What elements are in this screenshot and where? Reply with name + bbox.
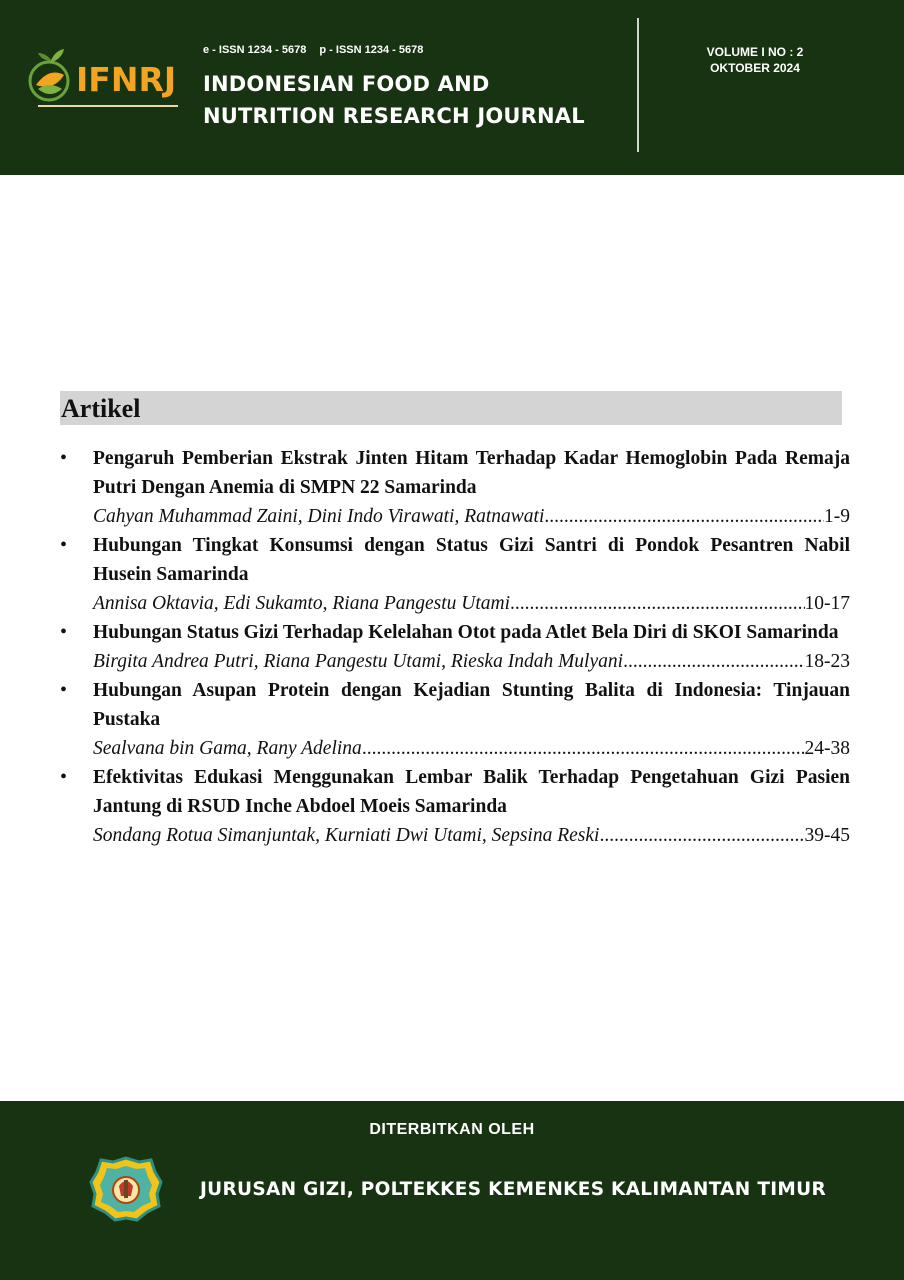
volume-number: VOLUME I NO : 2 xyxy=(706,45,804,59)
article-authors-line xyxy=(93,734,850,763)
article-list xyxy=(60,444,850,850)
publisher-footer xyxy=(0,1101,904,1280)
article-title[interactable]: Pengaruh Pemberian Ekstrak Jinten Hitam Terhadap Kadar Hemoglobin Pada Remaja Putri Dengan Anemia di SMPN 22 Samarinda xyxy=(93,448,850,498)
journal-header xyxy=(0,0,904,175)
logo-underline xyxy=(38,105,178,107)
volume-info xyxy=(660,44,850,76)
issn-line xyxy=(203,44,433,56)
bullet-icon: • xyxy=(60,534,68,556)
logo-wordmark: IFNRJ xyxy=(76,60,177,99)
journal-logo xyxy=(28,45,188,115)
ifnrj-leaf-logo-icon xyxy=(28,45,78,107)
dot-leader xyxy=(544,502,824,531)
bullet-icon: • xyxy=(60,766,68,788)
p-issn: p - ISSN 1234 - 5678 xyxy=(319,44,424,56)
issue-date: OKTOBER 2024 xyxy=(710,61,800,75)
published-by-label: DITERBITKAN OLEH xyxy=(369,1121,535,1138)
article-item[interactable] xyxy=(60,618,850,676)
article-authors: Sealvana bin Gama, Rany Adelina xyxy=(93,738,362,759)
article-authors-line xyxy=(93,502,850,531)
article-authors-line xyxy=(93,647,850,676)
article-title[interactable]: Hubungan Status Gizi Terhadap Kelelahan Otot pada Atlet Bela Diri di SKOI Samarinda xyxy=(93,622,839,643)
dot-leader xyxy=(510,589,804,618)
article-title[interactable]: Hubungan Tingkat Konsumsi dengan Status Gizi Santri di Pondok Pesantren Nabil Husein Samarinda xyxy=(93,535,850,585)
section-title: Artikel xyxy=(61,394,141,423)
journal-title xyxy=(203,68,623,132)
bullet-icon: • xyxy=(60,679,68,701)
dot-leader xyxy=(362,734,805,763)
journal-title-line2: NUTRITION RESEARCH JOURNAL xyxy=(203,104,585,128)
article-title[interactable]: Efektivitas Edukasi Menggunakan Lembar Balik Terhadap Pengetahuan Gizi Pasien Jantung di RSUD Inche Abdoel Moeis Samarinda xyxy=(93,767,850,817)
article-item[interactable] xyxy=(60,444,850,531)
dot-leader xyxy=(599,821,804,850)
article-item[interactable] xyxy=(60,531,850,618)
article-item[interactable] xyxy=(60,676,850,763)
article-item[interactable] xyxy=(60,763,850,850)
poltekkes-emblem-icon xyxy=(89,1156,163,1224)
article-title[interactable]: Hubungan Asupan Protein dengan Kejadian Stunting Balita di Indonesia: Tinjauan Pustaka xyxy=(93,680,850,730)
bullet-icon: • xyxy=(60,447,68,469)
article-pages: 1-9 xyxy=(824,506,850,527)
dot-leader xyxy=(623,647,804,676)
journal-title-line1: INDONESIAN FOOD AND xyxy=(203,72,490,96)
article-pages: 18-23 xyxy=(804,651,850,672)
article-authors: Sondang Rotua Simanjuntak, Kurniati Dwi Utami, Sepsina Reski xyxy=(93,825,600,846)
publisher-name: JURUSAN GIZI, POLTEKKES KEMENKES KALIMANTAN TIMUR xyxy=(200,1179,826,1200)
article-pages: 24-38 xyxy=(804,738,850,759)
article-authors: Birgita Andrea Putri, Riana Pangestu Utami, Rieska Indah Mulyani xyxy=(93,651,624,672)
article-pages: 10-17 xyxy=(804,593,850,614)
article-authors: Annisa Oktavia, Edi Sukamto, Riana Pangestu Utami xyxy=(93,593,511,614)
article-authors-line xyxy=(93,589,850,618)
article-pages: 39-45 xyxy=(804,825,850,846)
article-authors-line xyxy=(93,821,850,850)
e-issn: e - ISSN 1234 - 5678 xyxy=(203,44,307,56)
article-authors: Cahyan Muhammad Zaini, Dini Indo Virawati, Ratnawati xyxy=(93,506,545,527)
section-title-band xyxy=(60,391,842,425)
bullet-icon: • xyxy=(60,621,68,643)
header-divider xyxy=(637,18,639,152)
